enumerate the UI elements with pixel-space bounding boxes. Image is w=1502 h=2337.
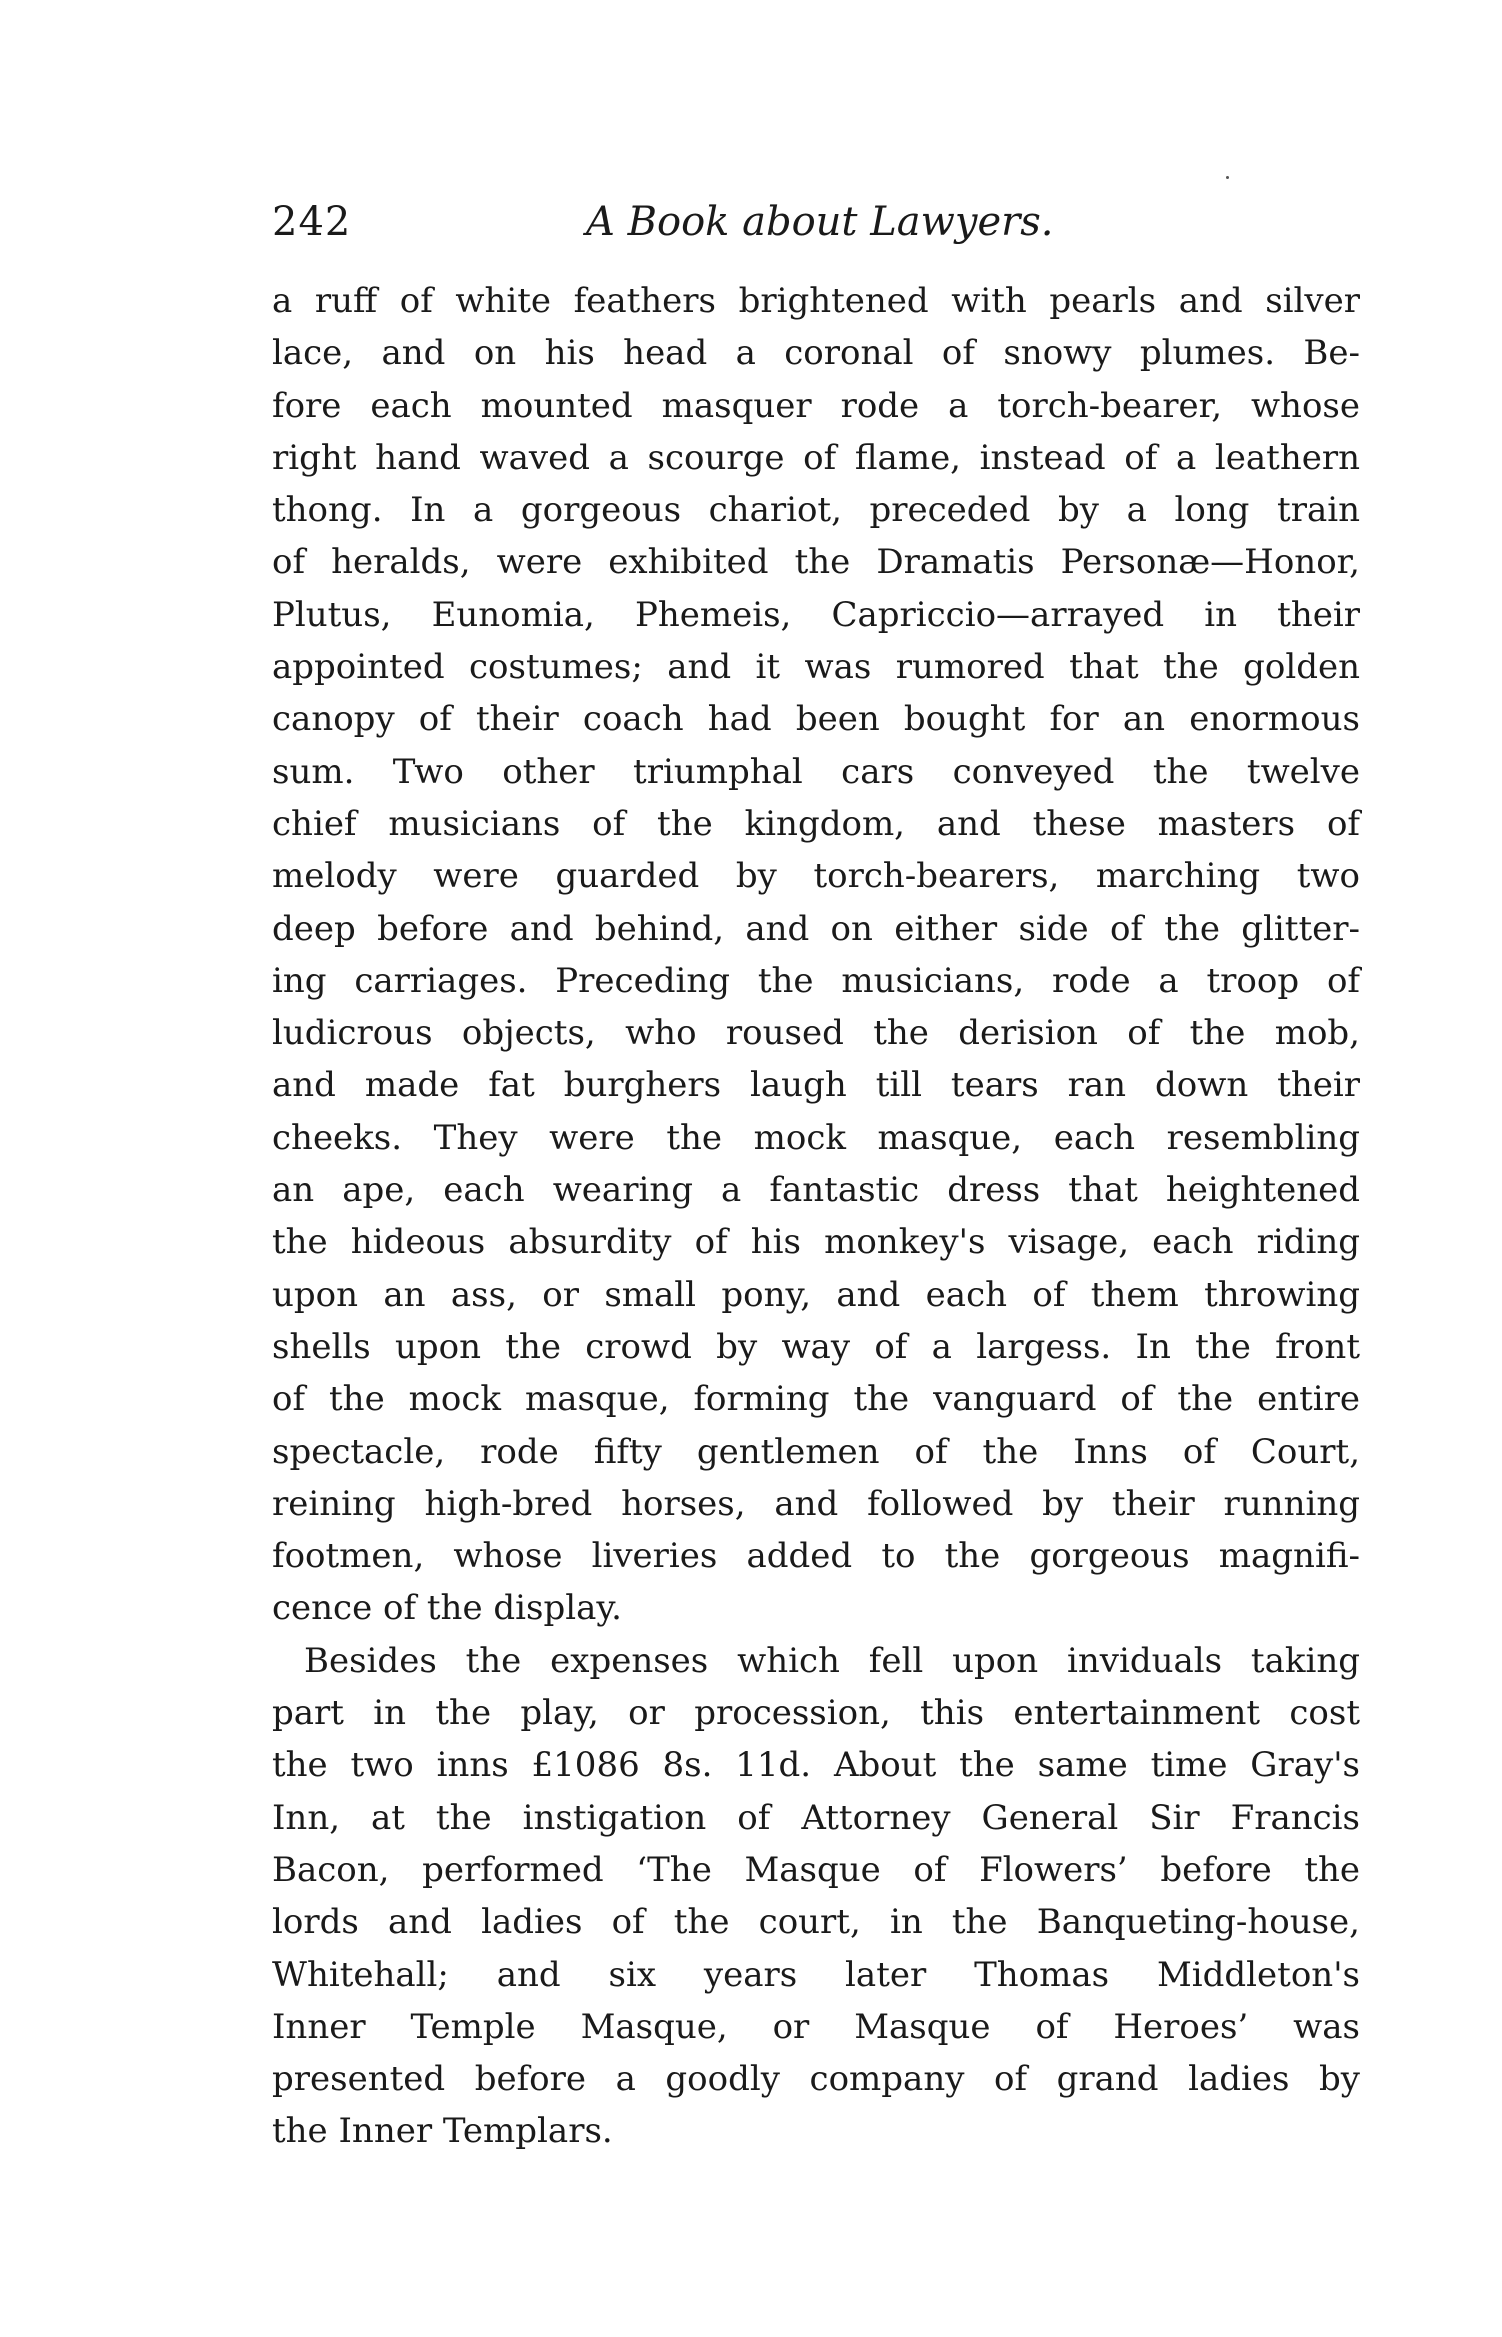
text-line: melody were guarded by torch-bearers, marching two <box>272 856 1360 897</box>
text-line: lords and ladies of the court, in the Banqueting-house, <box>272 1902 1360 1943</box>
text-line: a ruff of white feathers brightened with pearls and silver <box>272 281 1360 321</box>
text-line: Inner Temple Masque, or Masque of Heroes’ was <box>272 2006 1360 2047</box>
text-line: sum. Two other triumphal cars conveyed the twelve <box>272 751 1360 792</box>
text-line: Whitehall; and six years later Thomas Middleton's <box>272 1954 1360 1995</box>
text-line: and made fat burghers laugh till tears ran down their <box>272 1065 1360 1106</box>
text-line: reining high-bred horses, and followed by their running <box>272 1483 1360 1524</box>
text-line: ing carriages. Preceding the musicians, rode a troop of <box>272 960 1360 1001</box>
text-line: fore each mounted masquer rode a torch-bearer, whose <box>272 385 1360 426</box>
text-line: right hand waved a scourge of flame, instead of a leathern <box>272 437 1360 478</box>
text-line: Plutus, Eunomia, Phemeis, Capriccio—arrayed in their <box>272 594 1360 635</box>
text-line: cence of the display. <box>272 1588 622 1629</box>
page-header <box>272 192 1362 252</box>
text-line: footmen, whose liveries added to the gorgeous magnifi- <box>272 1536 1360 1577</box>
text-line: appointed costumes; and it was rumored that the golden <box>272 647 1360 688</box>
text-line: the two inns £1086 8s. 11d. About the same time Gray's <box>272 1745 1360 1786</box>
text-line: part in the play, or procession, this entertainment cost <box>272 1693 1360 1734</box>
text-line: Inn, at the instigation of Attorney General Sir Francis <box>272 1797 1360 1838</box>
text-line: of the mock masque, forming the vanguard of the entire <box>272 1379 1360 1420</box>
text-line: of heralds, were exhibited the Dramatis Personæ—Honor, <box>272 542 1360 583</box>
text-line: Besides the expenses which fell upon inviduals taking <box>304 1640 1360 1681</box>
text-line: ludicrous objects, who roused the derision of the mob, <box>272 1013 1360 1054</box>
text-line: Bacon, performed ‘The Masque of Flowers’ before the <box>272 1849 1360 1890</box>
running-title: A Book about Lawyers. <box>586 199 1054 245</box>
text-line: the hideous absurdity of his monkey's visage, each riding <box>272 1222 1360 1263</box>
text-line: thong. In a gorgeous chariot, preceded by a long train <box>272 490 1360 531</box>
text-line: deep before and behind, and on either side of the glitter- <box>272 908 1360 949</box>
text-line: canopy of their coach had been bought for an enormous <box>272 699 1360 740</box>
text-line: the Inner Templars. <box>272 2111 613 2152</box>
text-line: lace, and on his head a coronal of snowy plumes. Be- <box>272 333 1360 374</box>
text-line: spectacle, rode fifty gentlemen of the Inns of Court, <box>272 1431 1360 1472</box>
page-number: 242 <box>272 199 352 245</box>
text-line: chief musicians of the kingdom, and these masters of <box>272 803 1360 844</box>
text-line: shells upon the crowd by way of a largess. In the front <box>272 1326 1360 1367</box>
print-speck <box>1226 176 1229 179</box>
text-line: an ape, each wearing a fantastic dress that heightened <box>272 1170 1360 1211</box>
text-line: presented before a goodly company of grand ladies by <box>272 2059 1360 2100</box>
body-text <box>272 275 1360 2158</box>
text-line: upon an ass, or small pony, and each of them throwing <box>272 1274 1360 1315</box>
text-line: cheeks. They were the mock masque, each resembling <box>272 1117 1360 1158</box>
